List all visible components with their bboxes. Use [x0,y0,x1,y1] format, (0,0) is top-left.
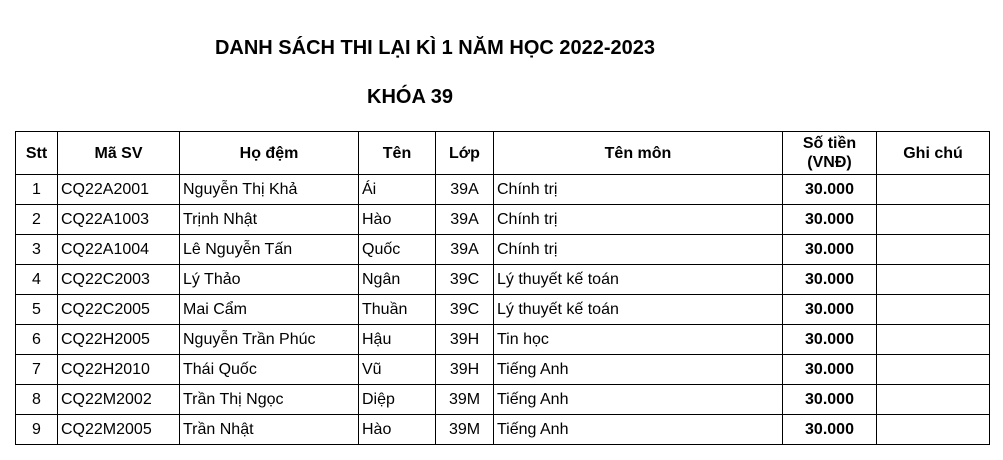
table-row [16,175,990,205]
table-row [16,295,990,325]
cell-ten-mon: Chính trị [494,235,783,265]
cell-ten: Quốc [359,235,436,265]
col-header-so-tien [783,132,877,175]
cell-lop: 39M [436,385,494,415]
table-row [16,265,990,295]
cell-ho-dem: Nguyễn Thị Khả [180,175,359,205]
cell-ten-mon: Lý thuyết kế toán [494,265,783,295]
cell-ten: Vũ [359,355,436,385]
cell-ma-sv: CQ22H2005 [58,325,180,355]
cell-lop: 39A [436,205,494,235]
cell-ghi-chu [877,235,990,265]
page-subtitle: KHÓA 39 [367,86,453,108]
cell-ho-dem: Lê Nguyễn Tấn [180,235,359,265]
cell-stt: 1 [16,175,58,205]
cell-ten-mon: Tiếng Anh [494,355,783,385]
cell-ten: Diệp [359,385,436,415]
cell-so-tien: 30.000 [783,175,877,205]
cell-ghi-chu [877,175,990,205]
cell-ho-dem: Mai Cẩm [180,295,359,325]
col-header-lop: Lớp [436,132,494,175]
cell-so-tien: 30.000 [783,295,877,325]
cell-ho-dem: Trịnh Nhật [180,205,359,235]
cell-ma-sv: CQ22C2003 [58,265,180,295]
cell-lop: 39M [436,415,494,445]
cell-ghi-chu [877,205,990,235]
cell-stt: 4 [16,265,58,295]
cell-ten: Hào [359,415,436,445]
cell-ho-dem: Trần Thị Ngọc [180,385,359,415]
cell-ma-sv: CQ22M2005 [58,415,180,445]
cell-ghi-chu [877,325,990,355]
cell-ma-sv: CQ22H2010 [58,355,180,385]
col-header-ten-mon: Tên môn [494,132,783,175]
cell-ten: Ngân [359,265,436,295]
cell-so-tien: 30.000 [783,205,877,235]
cell-ghi-chu [877,385,990,415]
cell-ghi-chu [877,295,990,325]
cell-ho-dem: Lý Thảo [180,265,359,295]
cell-ten-mon: Chính trị [494,175,783,205]
cell-ten: Thuần [359,295,436,325]
table-row [16,325,990,355]
col-header-stt: Stt [16,132,58,175]
table-row [16,415,990,445]
cell-so-tien: 30.000 [783,265,877,295]
cell-ma-sv: CQ22M2002 [58,385,180,415]
cell-ten: Ái [359,175,436,205]
cell-so-tien: 30.000 [783,385,877,415]
cell-lop: 39A [436,175,494,205]
cell-ten: Hậu [359,325,436,355]
retake-exam-table [15,131,990,445]
cell-stt: 6 [16,325,58,355]
col-header-so-tien-line1: Số tiền [802,135,857,152]
cell-ghi-chu [877,415,990,445]
cell-stt: 8 [16,385,58,415]
cell-so-tien: 30.000 [783,235,877,265]
cell-ho-dem: Nguyễn Trần Phúc [180,325,359,355]
cell-ma-sv: CQ22A1004 [58,235,180,265]
cell-lop: 39H [436,355,494,385]
table-row [16,235,990,265]
cell-stt: 5 [16,295,58,325]
cell-ho-dem: Thái Quốc [180,355,359,385]
cell-lop: 39A [436,235,494,265]
cell-ten-mon: Tiếng Anh [494,415,783,445]
cell-ho-dem: Trần Nhật [180,415,359,445]
cell-stt: 7 [16,355,58,385]
cell-ten: Hào [359,205,436,235]
cell-ma-sv: CQ22A1003 [58,205,180,235]
cell-ma-sv: CQ22A2001 [58,175,180,205]
table-row [16,205,990,235]
cell-so-tien: 30.000 [783,415,877,445]
col-header-ho-dem: Họ đệm [180,132,359,175]
cell-stt: 2 [16,205,58,235]
col-header-so-tien-line2: (VNĐ) [807,154,852,171]
cell-stt: 9 [16,415,58,445]
cell-ghi-chu [877,265,990,295]
table-header-row [16,132,990,175]
cell-lop: 39H [436,325,494,355]
col-header-ghi-chu: Ghi chú [877,132,990,175]
cell-lop: 39C [436,265,494,295]
cell-ten-mon: Tiếng Anh [494,385,783,415]
cell-lop: 39C [436,295,494,325]
cell-ma-sv: CQ22C2005 [58,295,180,325]
cell-ghi-chu [877,355,990,385]
cell-ten-mon: Lý thuyết kế toán [494,295,783,325]
table-row [16,355,990,385]
cell-so-tien: 30.000 [783,355,877,385]
table-row [16,385,990,415]
page-title: DANH SÁCH THI LẠI KÌ 1 NĂM HỌC 2022-2023 [214,37,656,59]
cell-so-tien: 30.000 [783,325,877,355]
col-header-ma-sv: Mã SV [58,132,180,175]
col-header-ten: Tên [359,132,436,175]
cell-stt: 3 [16,235,58,265]
cell-ten-mon: Chính trị [494,205,783,235]
cell-ten-mon: Tin học [494,325,783,355]
